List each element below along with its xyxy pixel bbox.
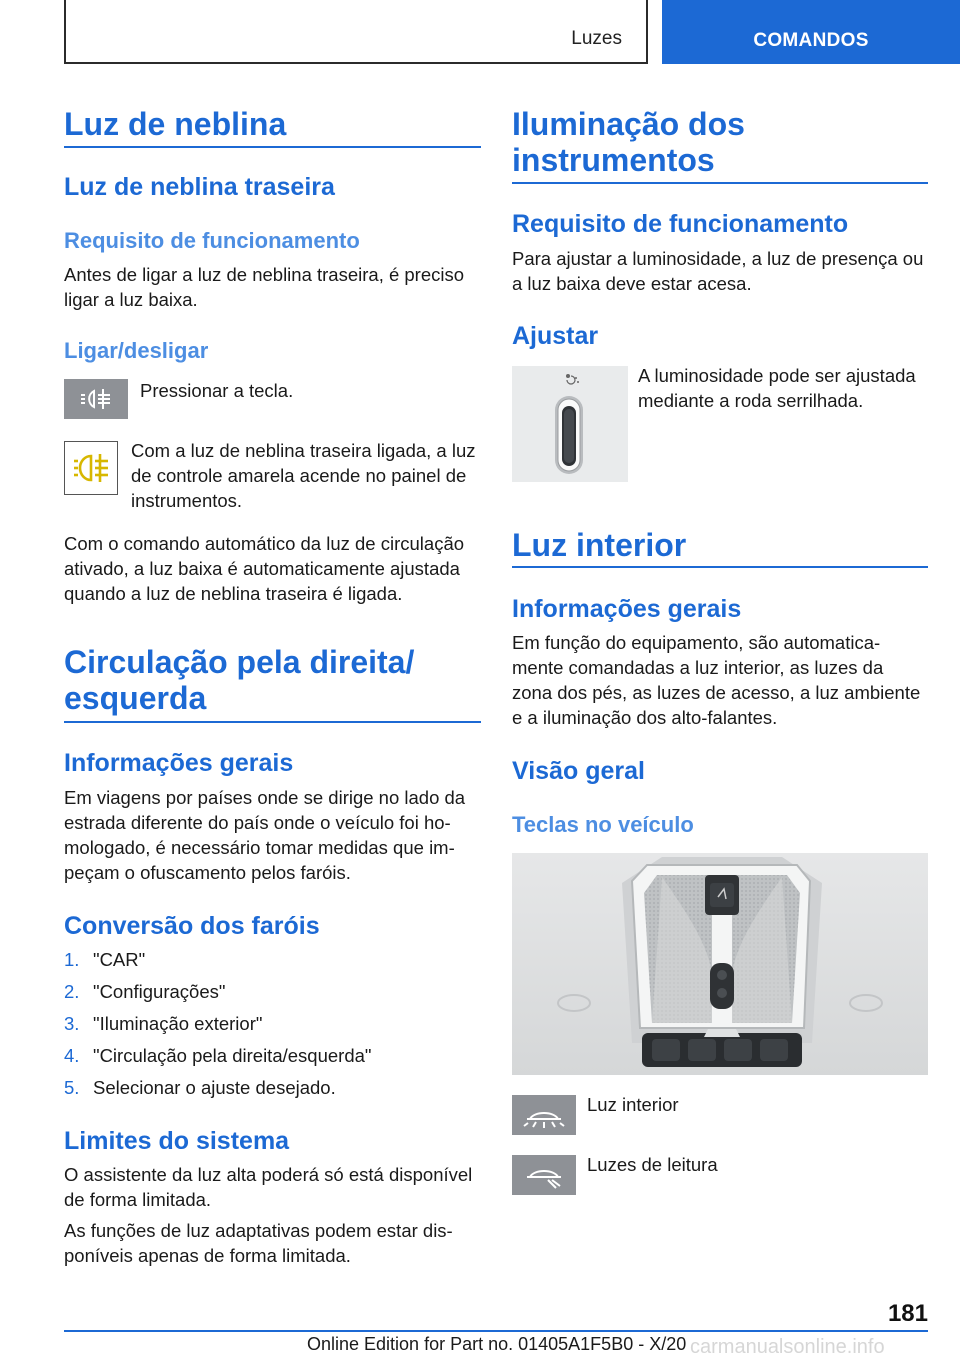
overhead-console-photo: [512, 853, 928, 1075]
list-item: 2. "Configurações": [64, 981, 226, 1002]
heading-rear-fog: Luz de neblina traseira: [64, 173, 335, 201]
header-section-box: [64, 0, 648, 64]
reading-light-key-icon: [512, 1155, 576, 1195]
conversion-steps: [64, 947, 481, 1107]
page-number: 181: [887, 1300, 928, 1327]
heading-headlight-conversion: Conversão dos faróis: [64, 912, 320, 940]
header-section-title: Luzes: [571, 28, 622, 49]
heading-overview: Visão geral: [512, 757, 645, 785]
header-chapter-box: [662, 0, 960, 64]
heading-requirement: Requisito de funcionamento: [512, 210, 849, 238]
requirement-text: Para ajustar a luminosidade, a luz de presença ou a luz baixa deve estar acesa.: [512, 248, 924, 294]
general-info-text: Em função do equipamento, são automatica- mente comandadas a luz interior, as luzes da zona dos pés, as luzes de acesso, a luz ambiente e a iluminação dos alto-falantes.: [512, 632, 921, 728]
list-item: 4. "Circulação pela direita/esquerda": [64, 1045, 372, 1066]
heading-rule: [64, 721, 481, 723]
heading-general-info: Informações gerais: [512, 595, 742, 623]
heading-system-limits: Limites do sistema: [64, 1127, 290, 1155]
rear-fog-indicator-icon: [64, 441, 118, 495]
interior-light-key-icon: [512, 1095, 576, 1135]
footer-rule: [64, 1330, 928, 1332]
heading-rule: [64, 146, 481, 148]
heading-on-off: Ligar/desligar: [64, 338, 209, 363]
dimmer-wheel-photo: [512, 366, 628, 482]
auto-light-text: Com o comando automático da luz de circulação ativado, a luz baixa é automaticamente ajustada quando a luz de neblina traseira é ligada.: [64, 533, 465, 604]
rear-fog-button-icon: [64, 379, 128, 419]
heading-adjust: Ajustar: [512, 322, 599, 350]
list-item: 3. "Iluminação exterior": [64, 1013, 263, 1034]
heading-vehicle-keys: Teclas no veículo: [512, 812, 694, 837]
press-key-text: Pressionar a tecla.: [140, 380, 294, 401]
heading-instrument-lighting: Iluminação dos instrumentos: [512, 106, 745, 178]
heading-requirement: Requisito de funcionamento: [64, 228, 360, 253]
heading-rule: [512, 182, 928, 184]
limits-text-1: O assistente da luz alta poderá só está disponível de forma limitada.: [64, 1164, 473, 1210]
heading-general-info: Informações gerais: [64, 749, 294, 777]
list-item: 5. Selecionar o ajuste desejado.: [64, 1077, 336, 1098]
header-chapter-title: COMANDOS: [753, 30, 869, 51]
interior-light-label: Luz interior: [587, 1094, 679, 1115]
heading-rule: [512, 566, 928, 568]
footer-edition: Online Edition for Part no. 01405A1F5B0 - X/20: [307, 1334, 687, 1354]
requirement-text: Antes de ligar a luz de neblina traseira, é preciso ligar a luz baixa.: [64, 264, 465, 310]
heading-traffic-side: Circulação pela direita/ esquerda: [64, 644, 415, 716]
heading-fog-light: Luz de neblina: [64, 106, 287, 142]
adjust-text: A luminosidade pode ser ajustada mediante a roda serrilhada.: [638, 365, 916, 411]
general-info-text: Em viagens por países onde se dirige no lado da estrada diferente do país onde o veículo foi ho- mologado, é necessário tomar medidas que im- peçam o ofuscamento pelos faróis.: [64, 787, 466, 883]
indicator-text: Com a luz de neblina traseira ligada, a luz de controle amarela acende no painel de instrumentos.: [131, 440, 476, 511]
heading-interior-light: Luz interior: [512, 527, 687, 563]
watermark: carmanualsonline.info: [690, 1336, 885, 1358]
limits-text-2: As funções de luz adaptativas podem estar dis- poníveis apenas de forma limitada.: [64, 1220, 453, 1266]
list-item: 1. "CAR": [64, 949, 146, 970]
reading-light-label: Luzes de leitura: [587, 1154, 718, 1175]
